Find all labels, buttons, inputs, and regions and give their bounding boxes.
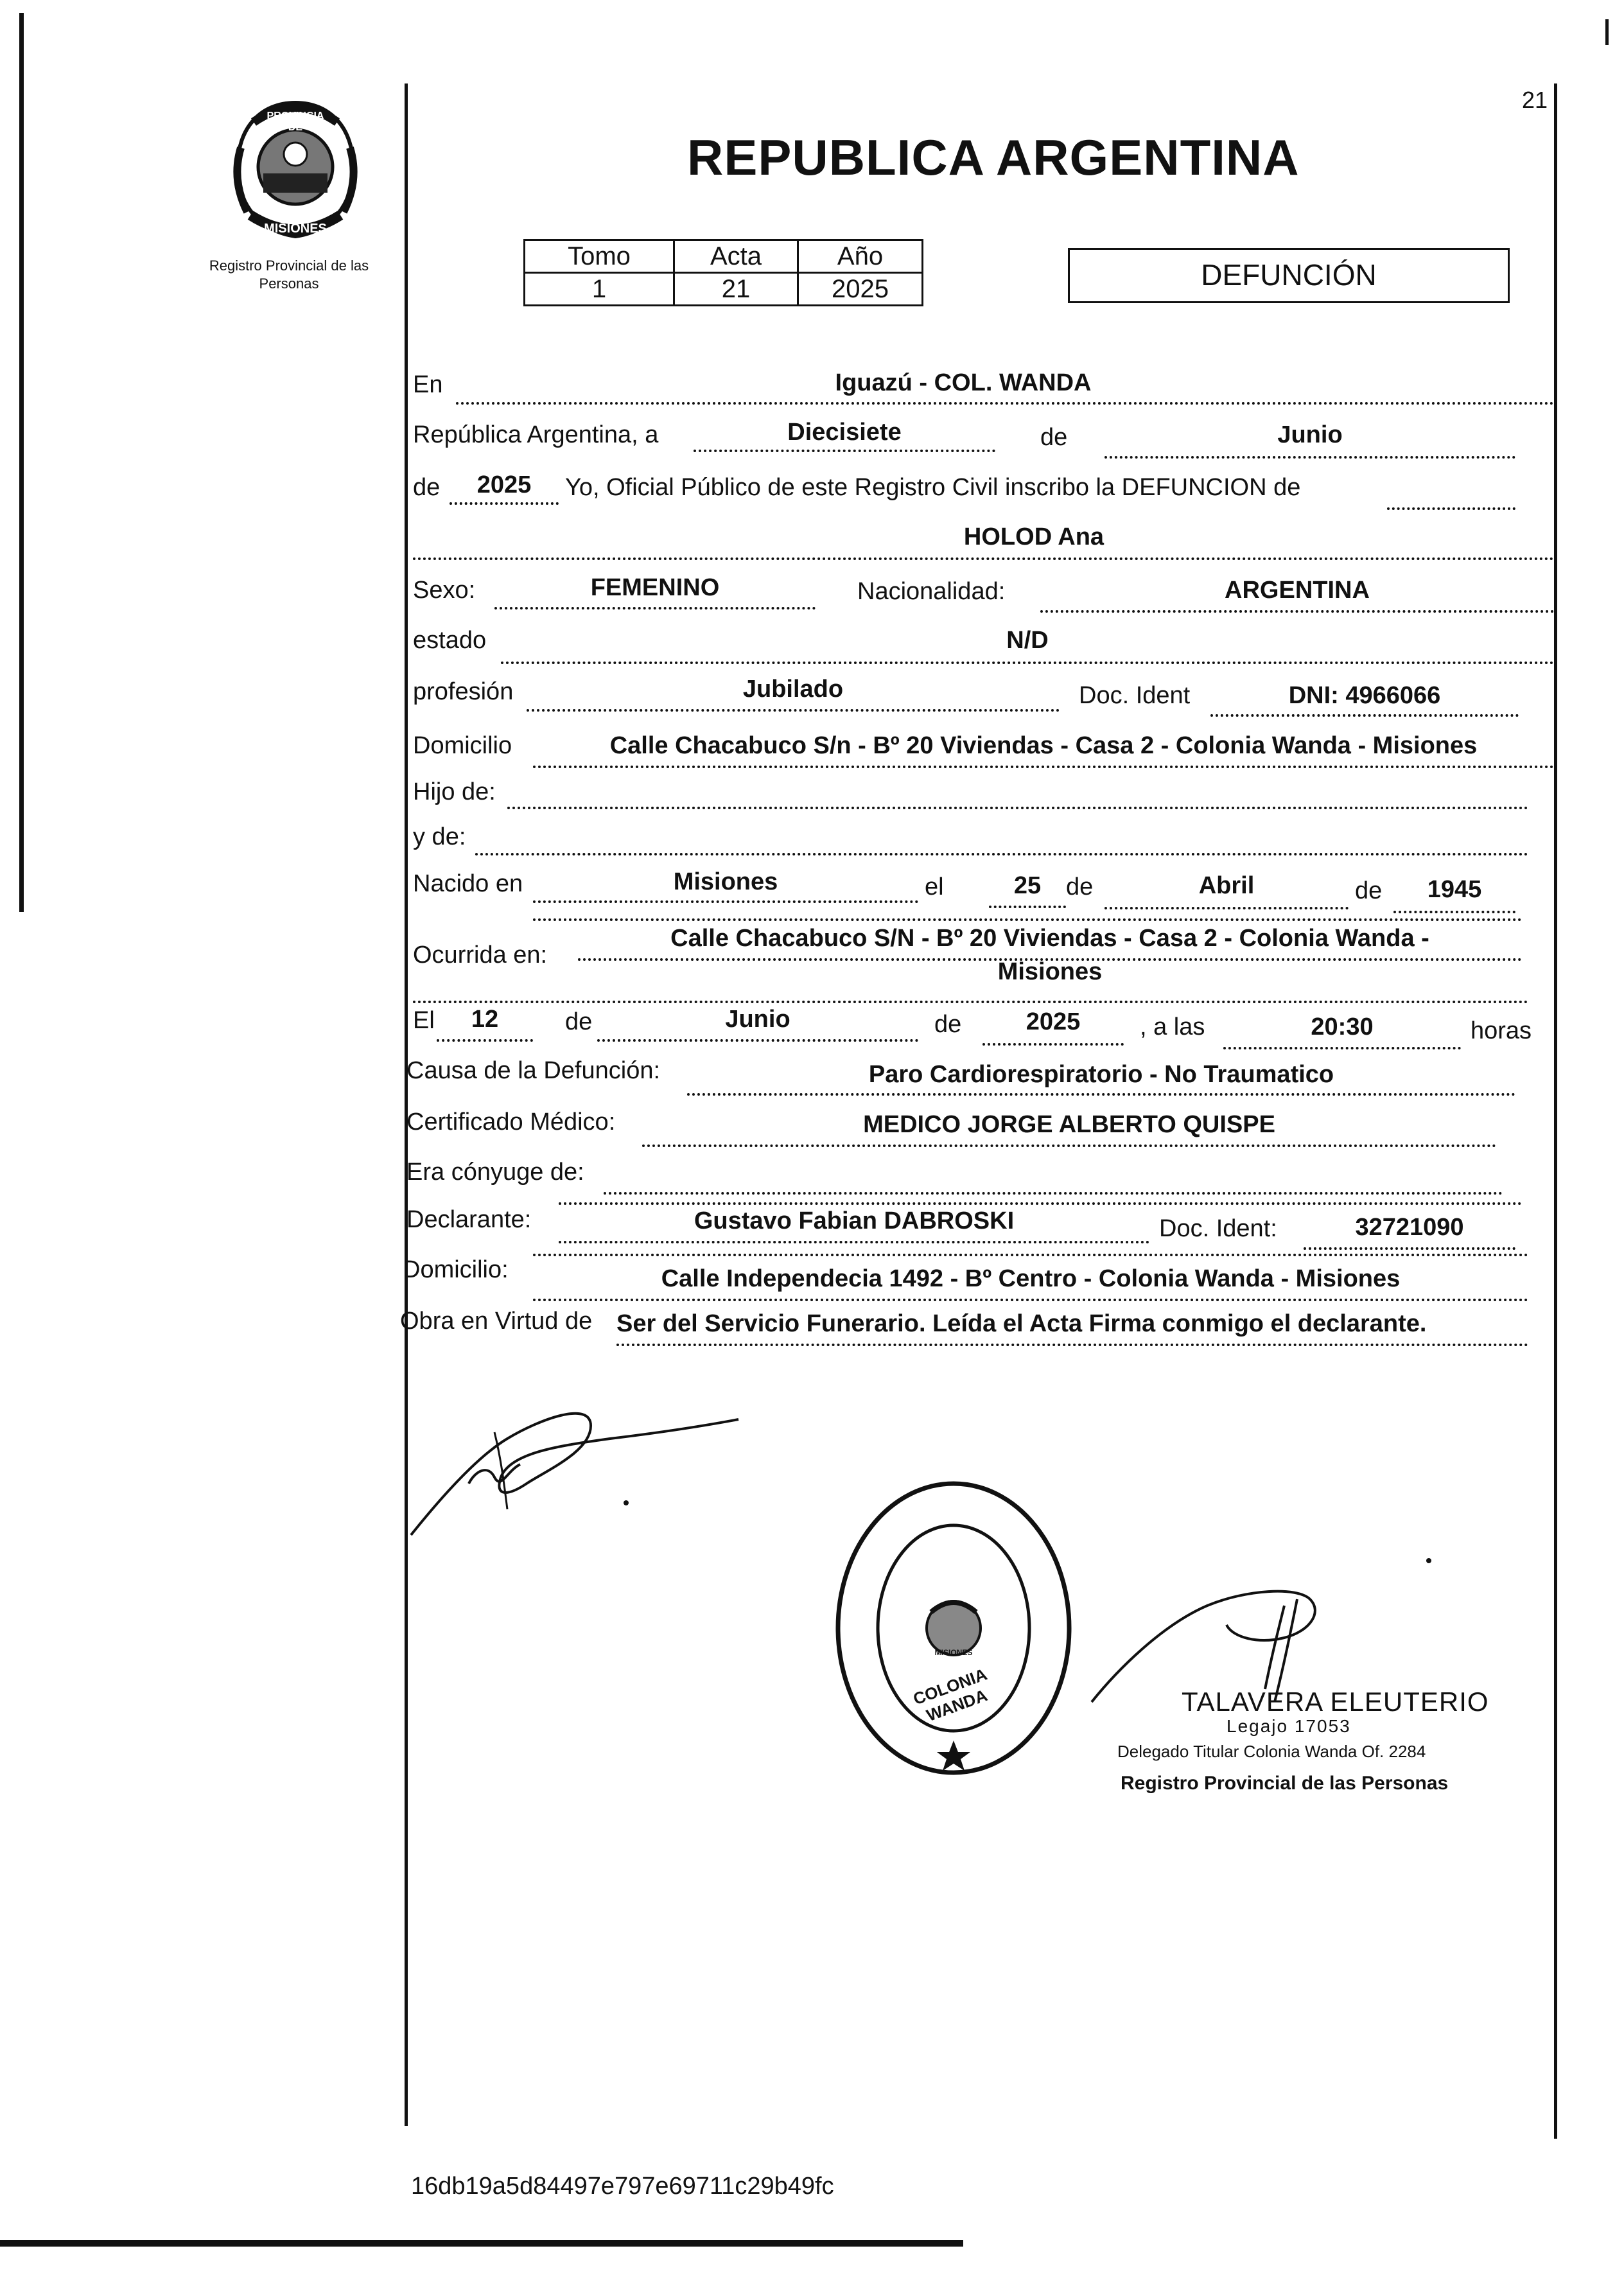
estado-dots — [501, 662, 1554, 664]
coat-of-arms-logo — [228, 96, 363, 244]
nacido-label: Nacido en — [413, 870, 523, 897]
tomo-value: 1 — [525, 273, 674, 306]
hora-dots — [1223, 1047, 1461, 1049]
causa-label: Causa de la Defunción: — [406, 1057, 661, 1084]
domicilio-dots — [533, 766, 1554, 768]
declarante-label: Declarante: — [406, 1206, 532, 1233]
stamp-inner-seal: MISIONES — [934, 1648, 973, 1657]
obra-value: Ser del Servicio Funerario. Leída el Acta Firma conmigo el declarante. — [616, 1310, 1427, 1337]
nacido-dots — [533, 900, 918, 903]
acta-header: Acta — [674, 240, 798, 273]
right-margin-rule — [1554, 83, 1557, 2139]
decl-domicilio-top-dots — [533, 1254, 1528, 1256]
de2-label: de — [413, 474, 441, 501]
nac-anio-value: 1945 — [1427, 876, 1482, 903]
nombre-value: HOLOD Ana — [963, 523, 1104, 550]
ocurrida-line2: Misiones — [997, 958, 1103, 985]
obra-label: Obra en Virtud de — [400, 1308, 593, 1335]
el2-label: El — [413, 1007, 435, 1034]
doc-ident-label: Doc. Ident — [1079, 682, 1191, 709]
sexo-label: Sexo: — [413, 577, 476, 604]
en-dots — [456, 402, 1554, 405]
left-margin-rule — [405, 83, 408, 2126]
declarant-signature — [398, 1374, 758, 1548]
nacido-value: Misiones — [673, 868, 778, 895]
acta-value: 21 — [674, 273, 798, 306]
nac-dia-value: 25 — [1013, 872, 1042, 899]
decl-domicilio-label: Domicilio: — [403, 1256, 509, 1283]
coat-top-text: PROVINCIA DE — [266, 110, 324, 133]
official-stamp — [832, 1477, 1076, 1779]
sexo-dots — [494, 607, 816, 609]
def-mes-dots — [597, 1039, 918, 1042]
nac-mes-value: Abril — [1198, 872, 1255, 899]
causa-value: Paro Cardiorespiratorio - No Traumatico — [868, 1061, 1334, 1088]
conyuge-dots — [604, 1192, 1503, 1195]
def-dia-value: 12 — [471, 1006, 499, 1033]
oficial-dots — [1387, 507, 1515, 510]
decl-doc-value: 32721090 — [1355, 1214, 1464, 1241]
doc-ident-value: DNI: 4966066 — [1288, 682, 1441, 709]
hijo-dots — [507, 807, 1528, 809]
nacionalidad-label: Nacionalidad: — [857, 578, 1006, 605]
declarante-value: Gustavo Fabian DABROSKI — [694, 1207, 1015, 1234]
registry-label: Registro Provincial de las Personas — [209, 258, 369, 292]
horas-label: horas — [1471, 1017, 1532, 1044]
estado-value: N/D — [1006, 627, 1049, 654]
sexo-value: FEMENINO — [590, 574, 720, 601]
decl-domicilio-value: Calle Independecia 1492 - Bº Centro - Colonia Wanda - Misiones — [661, 1265, 1401, 1292]
nacionalidad-value: ARGENTINA — [1225, 577, 1370, 604]
def-dia-dots — [437, 1039, 533, 1042]
nombre-dots — [413, 557, 1554, 560]
profesion-label: profesión — [413, 678, 514, 705]
def-de2-label: de — [934, 1011, 962, 1038]
yde-label: y de: — [413, 823, 466, 850]
officer-registro: Registro Provincial de las Personas — [1121, 1773, 1449, 1794]
conyuge-label: Era cónyuge de: — [406, 1159, 584, 1186]
domicilio-value: Calle Chacabuco S/n - Bº 20 Viviendas - Casa 2 - Colonia Wanda - Misiones — [609, 732, 1478, 759]
record-table — [523, 239, 923, 306]
hora-value: 20:30 — [1311, 1013, 1374, 1040]
yde-dots — [475, 853, 1528, 855]
def-de-label: de — [565, 1008, 593, 1035]
anio-dots — [450, 502, 559, 505]
obra-dots — [616, 1344, 1528, 1346]
de-label: de — [1040, 424, 1068, 451]
decl-domicilio-dots — [533, 1299, 1528, 1301]
document-hash: 16db19a5d84497e797e69711c29b49fc — [411, 2173, 834, 2200]
mes-value: Junio — [1277, 421, 1343, 448]
profesion-dots — [527, 709, 1060, 712]
nac-de2-label: de — [1355, 877, 1383, 904]
ocurrida-top-dots — [533, 918, 1522, 921]
oficial-text: Yo, Oficial Público de este Registro Civil inscribo la DEFUNCION de — [565, 474, 1301, 501]
stamp-inner-text: COLONIA WANDA — [911, 1664, 990, 1725]
nac-anio-dots — [1393, 911, 1515, 913]
coat-bottom-text: MISIONES — [264, 222, 327, 236]
officer-cargo: Delegado Titular Colonia Wanda Of. 2284 — [1117, 1742, 1426, 1761]
ocurrida-line1: Calle Chacabuco S/N - Bº 20 Viviendas - Casa 2 - Colonia Wanda - — [670, 925, 1429, 952]
def-anio-value: 2025 — [1026, 1008, 1081, 1035]
anio-value: 2025 — [798, 273, 923, 306]
officer-name: TALAVERA ELEUTERIO — [1182, 1687, 1489, 1717]
en-value: Iguazú - COL. WANDA — [835, 369, 1092, 396]
nac-mes-dots — [1104, 907, 1349, 909]
nac-dia-dots — [989, 906, 1066, 908]
hijo-label: Hijo de: — [413, 778, 496, 805]
el-label: el — [925, 873, 944, 900]
doc-ident-dots — [1210, 714, 1519, 717]
en-label: En — [413, 371, 443, 398]
estado-label: estado — [413, 627, 487, 654]
left-scan-edge — [19, 13, 24, 912]
certificado-value: MEDICO JORGE ALBERTO QUISPE — [863, 1111, 1275, 1138]
certificado-label: Certificado Médico: — [406, 1109, 616, 1136]
anio-header: Año — [798, 240, 923, 273]
right-corner-mark — [1605, 19, 1609, 45]
page-title: REPUBLICA ARGENTINA — [687, 129, 1300, 186]
ocurrida-label: Ocurrida en: — [413, 942, 548, 969]
record-type-box: DEFUNCIÓN — [1068, 248, 1510, 303]
ocurrida-bottom-dots — [413, 1001, 1528, 1003]
page-number: 21 — [1522, 87, 1548, 113]
declarante-dots — [559, 1241, 1149, 1243]
bottom-scan-edge — [0, 2240, 963, 2247]
dia-dots — [694, 450, 995, 452]
mes-dots — [1104, 456, 1515, 459]
def-anio-dots — [982, 1043, 1124, 1046]
declarante-top-dots — [559, 1202, 1522, 1205]
nac-de-label: de — [1066, 873, 1094, 900]
def-mes-value: Junio — [725, 1006, 790, 1033]
tomo-header: Tomo — [525, 240, 674, 273]
nacionalidad-dots — [1040, 610, 1554, 613]
profesion-value: Jubilado — [742, 676, 844, 703]
decl-doc-label: Doc. Ident: — [1159, 1215, 1277, 1242]
causa-dots — [687, 1093, 1515, 1096]
dia-value: Diecisiete — [787, 419, 902, 446]
anio-value-field: 2025 — [476, 471, 532, 498]
alas-label: , a las — [1140, 1013, 1205, 1040]
certificado-dots — [642, 1144, 1496, 1147]
domicilio-label: Domicilio — [413, 732, 512, 759]
officer-legajo: Legajo 17053 — [1227, 1716, 1351, 1736]
decl-doc-dots — [1304, 1247, 1515, 1250]
republica-label: República Argentina, a — [413, 421, 659, 448]
